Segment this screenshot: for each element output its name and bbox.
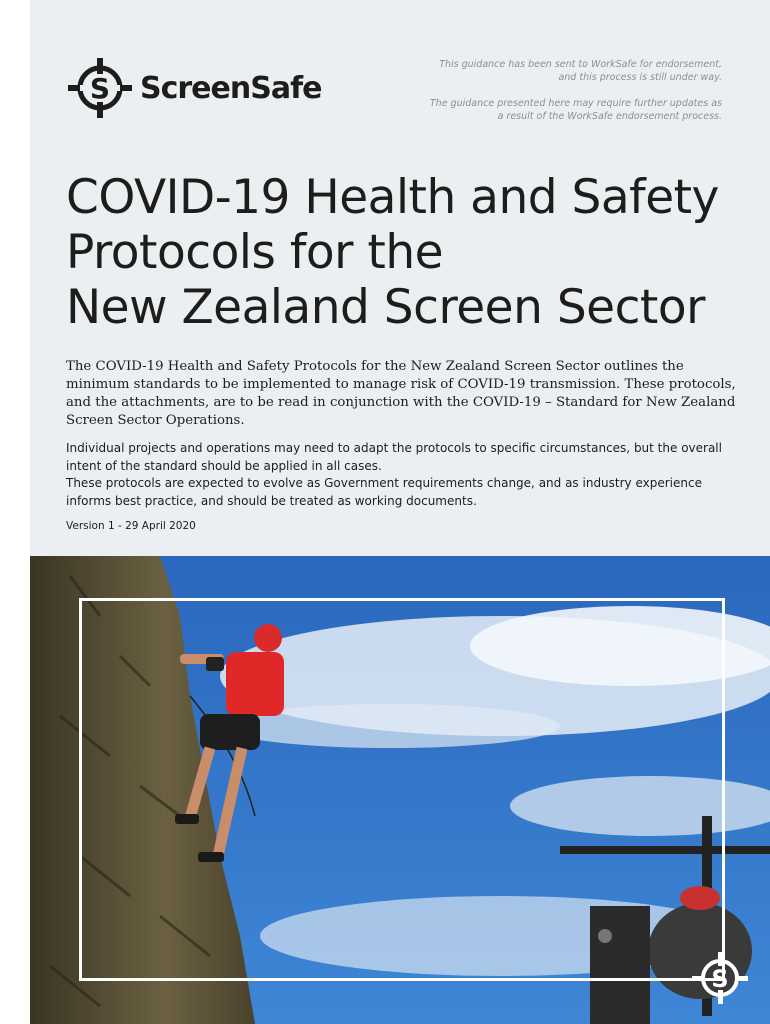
document-title xyxy=(66,170,746,335)
version-label: Version 1 - 29 April 2020 xyxy=(66,520,196,532)
body-paragraph-2: These protocols are expected to evolve as Government requirements change, and as industry experience informs best practice, and should be treated as working documents. xyxy=(66,476,702,508)
body-paragraphs xyxy=(66,440,742,510)
brand-name: ScreenSafe xyxy=(140,70,322,106)
screensafe-crosshair-s-icon xyxy=(66,54,134,122)
notice-line-2: The guidance presented here may require further updates as a result of the WorkSafe endorsement process. xyxy=(429,98,722,122)
endorsement-notice xyxy=(422,58,722,136)
white-photo-frame xyxy=(79,598,725,981)
cover-header xyxy=(30,0,770,556)
cover-page xyxy=(30,0,770,1024)
notice-line-1: This guidance has been sent to WorkSafe for endorsement, and this process is still under way. xyxy=(439,59,722,83)
title-line-3: New Zealand Screen Sector xyxy=(66,280,705,335)
brand-logo xyxy=(66,54,321,122)
screensafe-corner-icon xyxy=(690,948,750,1008)
body-paragraph-1: Individual projects and operations may need to adapt the protocols to specific circumstances, but the overall intent of the standard should be applied in all cases. xyxy=(66,441,722,473)
intro-paragraph: The COVID-19 Health and Safety Protocols for the New Zealand Screen Sector outlines the minimum standards to be implemented to manage risk of COVID-19 transmission. These protocols, and the attachments, are to be read in conjunction with the COVID-19 – Standard for New Zealand Screen Sector Operations. xyxy=(66,359,736,428)
cover-photo xyxy=(30,556,770,1024)
svg-text:S: S xyxy=(711,965,729,993)
svg-text:S: S xyxy=(89,72,111,105)
title-line-2: Protocols for the xyxy=(66,225,444,280)
title-line-1: COVID-19 Health and Safety xyxy=(66,170,719,225)
